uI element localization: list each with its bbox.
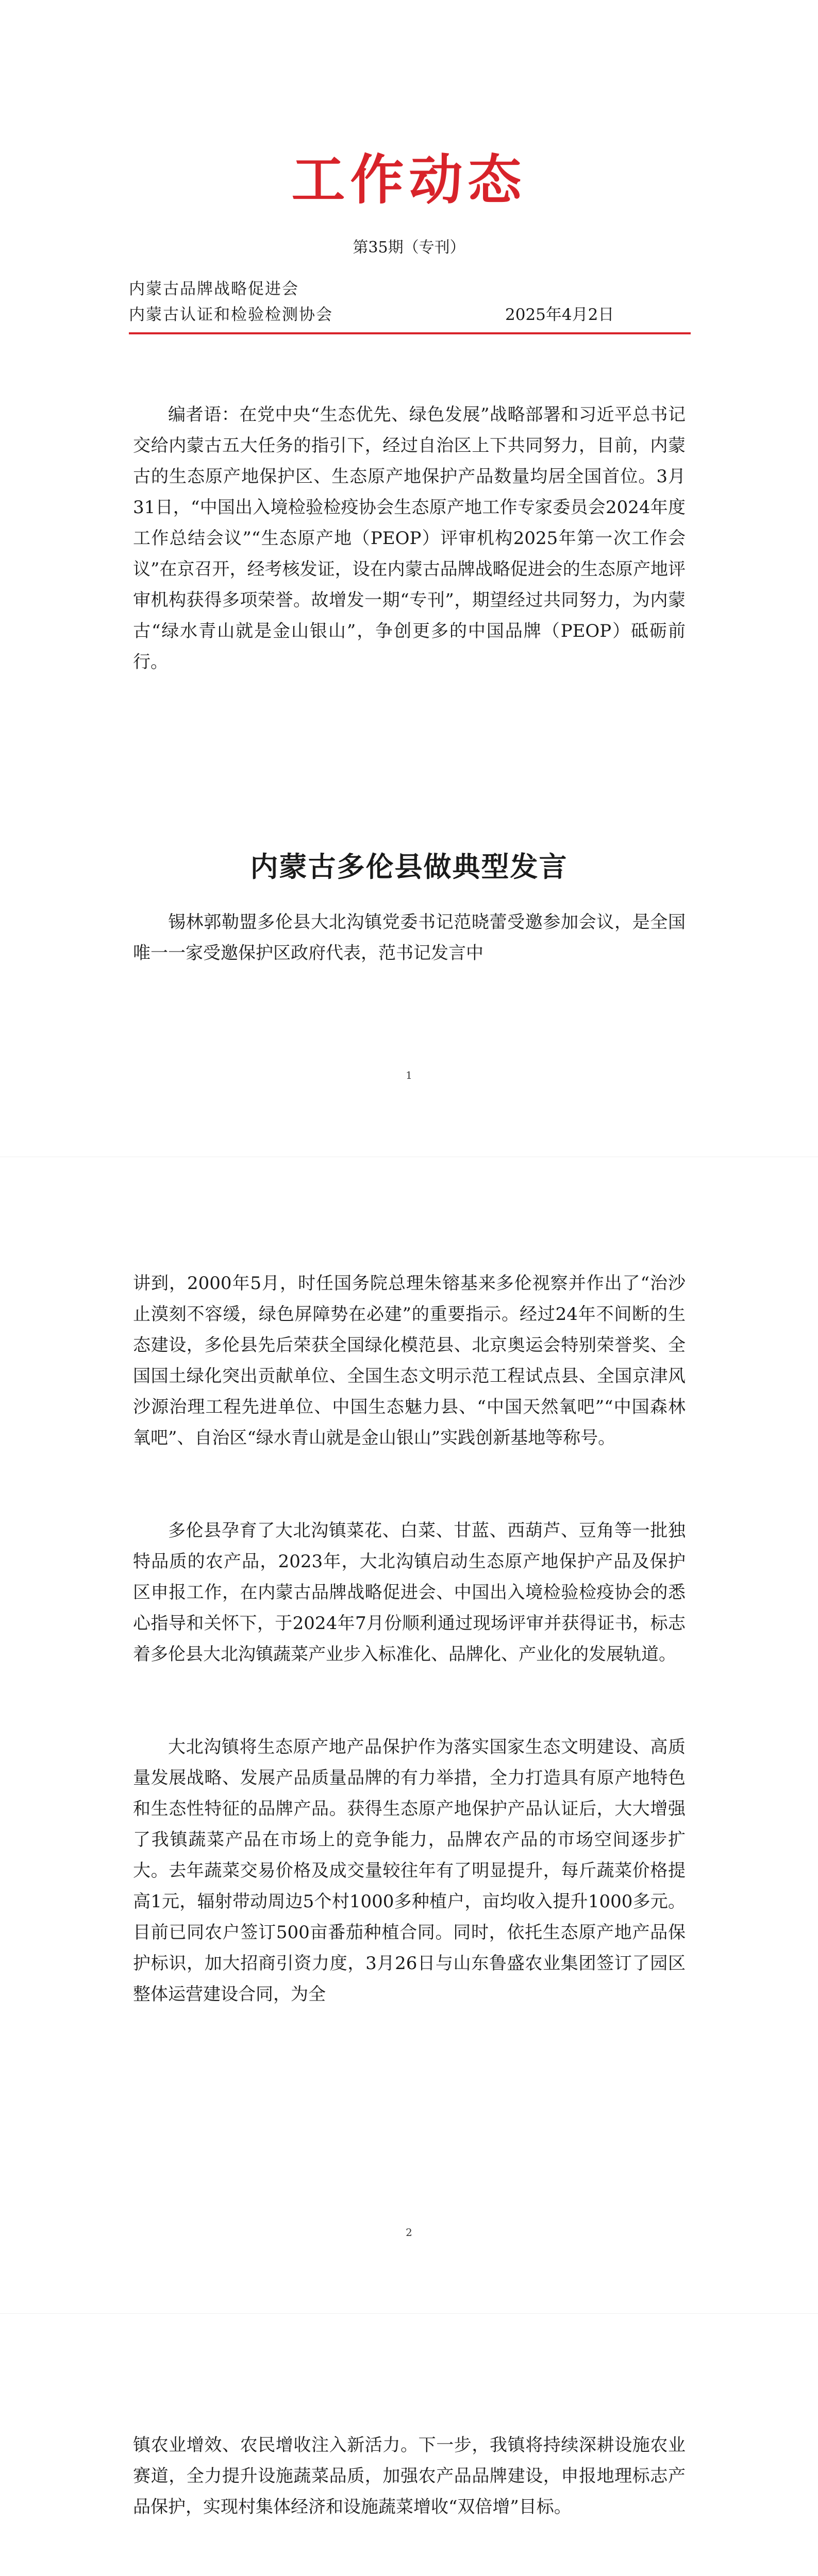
page-1 bbox=[0, 0, 818, 1157]
issue-number: 第35期（专刊） bbox=[353, 239, 465, 257]
section-1-paragraph-1-continued: 讲到，2000年5月，时任国务院总理朱镕基来多伦视察并作出了“治沙止漠刻不容缓，绿色屏障势在必建”的重要指示。经过24年不间断的生态建设，多伦县先后荣获全国绿化模范县、北京奥运会特别荣誉奖、全国国土绿化突出贡献单位、全国生态文明示范工程试点县、全国京津风沙源治理工程先进单位、中国生态魅力县、“中国天然氧吧”“中国森林氧吧”、自治区“绿水青山就是金山银山”实践创新基地等称号。 bbox=[133, 1273, 686, 1448]
masthead-title: 工作动态 bbox=[291, 148, 527, 211]
page-2 bbox=[0, 1157, 818, 2314]
page-number-1: 1 bbox=[406, 1069, 412, 1081]
masthead-divider bbox=[129, 332, 691, 334]
section-1-title: 内蒙古多伦县做典型发言 bbox=[250, 850, 568, 883]
page-3 bbox=[0, 2313, 818, 2576]
section-1-paragraph-3: 大北沟镇将生态原产地产品保护作为落实国家生态文明建设、高质量发展战略、发展产品质量品牌的有力举措，全力打造具有原产地特色和生态性特征的品牌产品。获得生态原产地保护产品认证后，大大增强了我镇蔬菜产品在市场上的竞争能力，品牌农产品的市场空间逐步扩大。去年蔬菜交易价格及成交量较往年有了明显提升，每斤蔬菜价格提高1元，辐射带动周边5个村1000多种植户，亩均收入提升1000多元。目前已同农户签订500亩番茄种植合同。同时，依托生态原产地产品保护标识，加大招商引资力度，3月26日与山东鲁盛农业集团签订了园区整体运营建设合同，为全 bbox=[133, 1737, 686, 2005]
publisher-line-1: 内蒙古品牌战略促进会 bbox=[129, 280, 299, 298]
section-1-paragraph-3-continued: 镇农业增效、农民增收注入新活力。下一步，我镇将持续深耕设施农业赛道，全力提升设施蔬菜品质，加强农产品品牌建设，申报地理标志产品保护，实现村集体经济和设施蔬菜增收“双倍增”目标。 bbox=[133, 2435, 686, 2517]
publish-date: 2025年4月2日 bbox=[505, 306, 614, 324]
editor-note: 编者语：在党中央“生态优先、绿色发展”战略部署和习近平总书记交给内蒙古五大任务的指引下，经过自治区上下共同努力，目前，内蒙古的生态原产地保护区、生态原产地保护产品数量均居全国首位。3月31日，“中国出入境检验检疫协会生态原产地工作专家委员会2024年度工作总结会议”“生态原产地（PEOP）评审机构2025年第一次工作会议”在京召开，经考核发证，设在内蒙古品牌战略促进会的生态原产地评审机构获得多项荣誉。故增发一期“专刊”，期望经过共同努力，为内蒙古“绿水青山就是金山银山”，争创更多的中国品牌（PEOP）砥砺前行。 bbox=[133, 404, 686, 672]
page-number-2: 2 bbox=[406, 2226, 412, 2239]
section-1-paragraph-1: 锡林郭勒盟多伦县大北沟镇党委书记范晓蕾受邀参加会议，是全国唯一一家受邀保护区政府代表，范书记发言中 bbox=[133, 912, 686, 963]
section-1-paragraph-2: 多伦县孕育了大北沟镇菜花、白菜、甘蓝、西葫芦、豆角等一批独特品质的农产品，2023年，大北沟镇启动生态原产地保护产品及保护区申报工作，在内蒙古品牌战略促进会、中国出入境检验检疫协会的悉心指导和关怀下，于2024年7月份顺利通过现场评审并获得证书，标志着多伦县大北沟镇蔬菜产业步入标准化、品牌化、产业化的发展轨道。 bbox=[133, 1520, 686, 1665]
publisher-line-2: 内蒙古认证和检验检测协会 bbox=[129, 306, 333, 324]
